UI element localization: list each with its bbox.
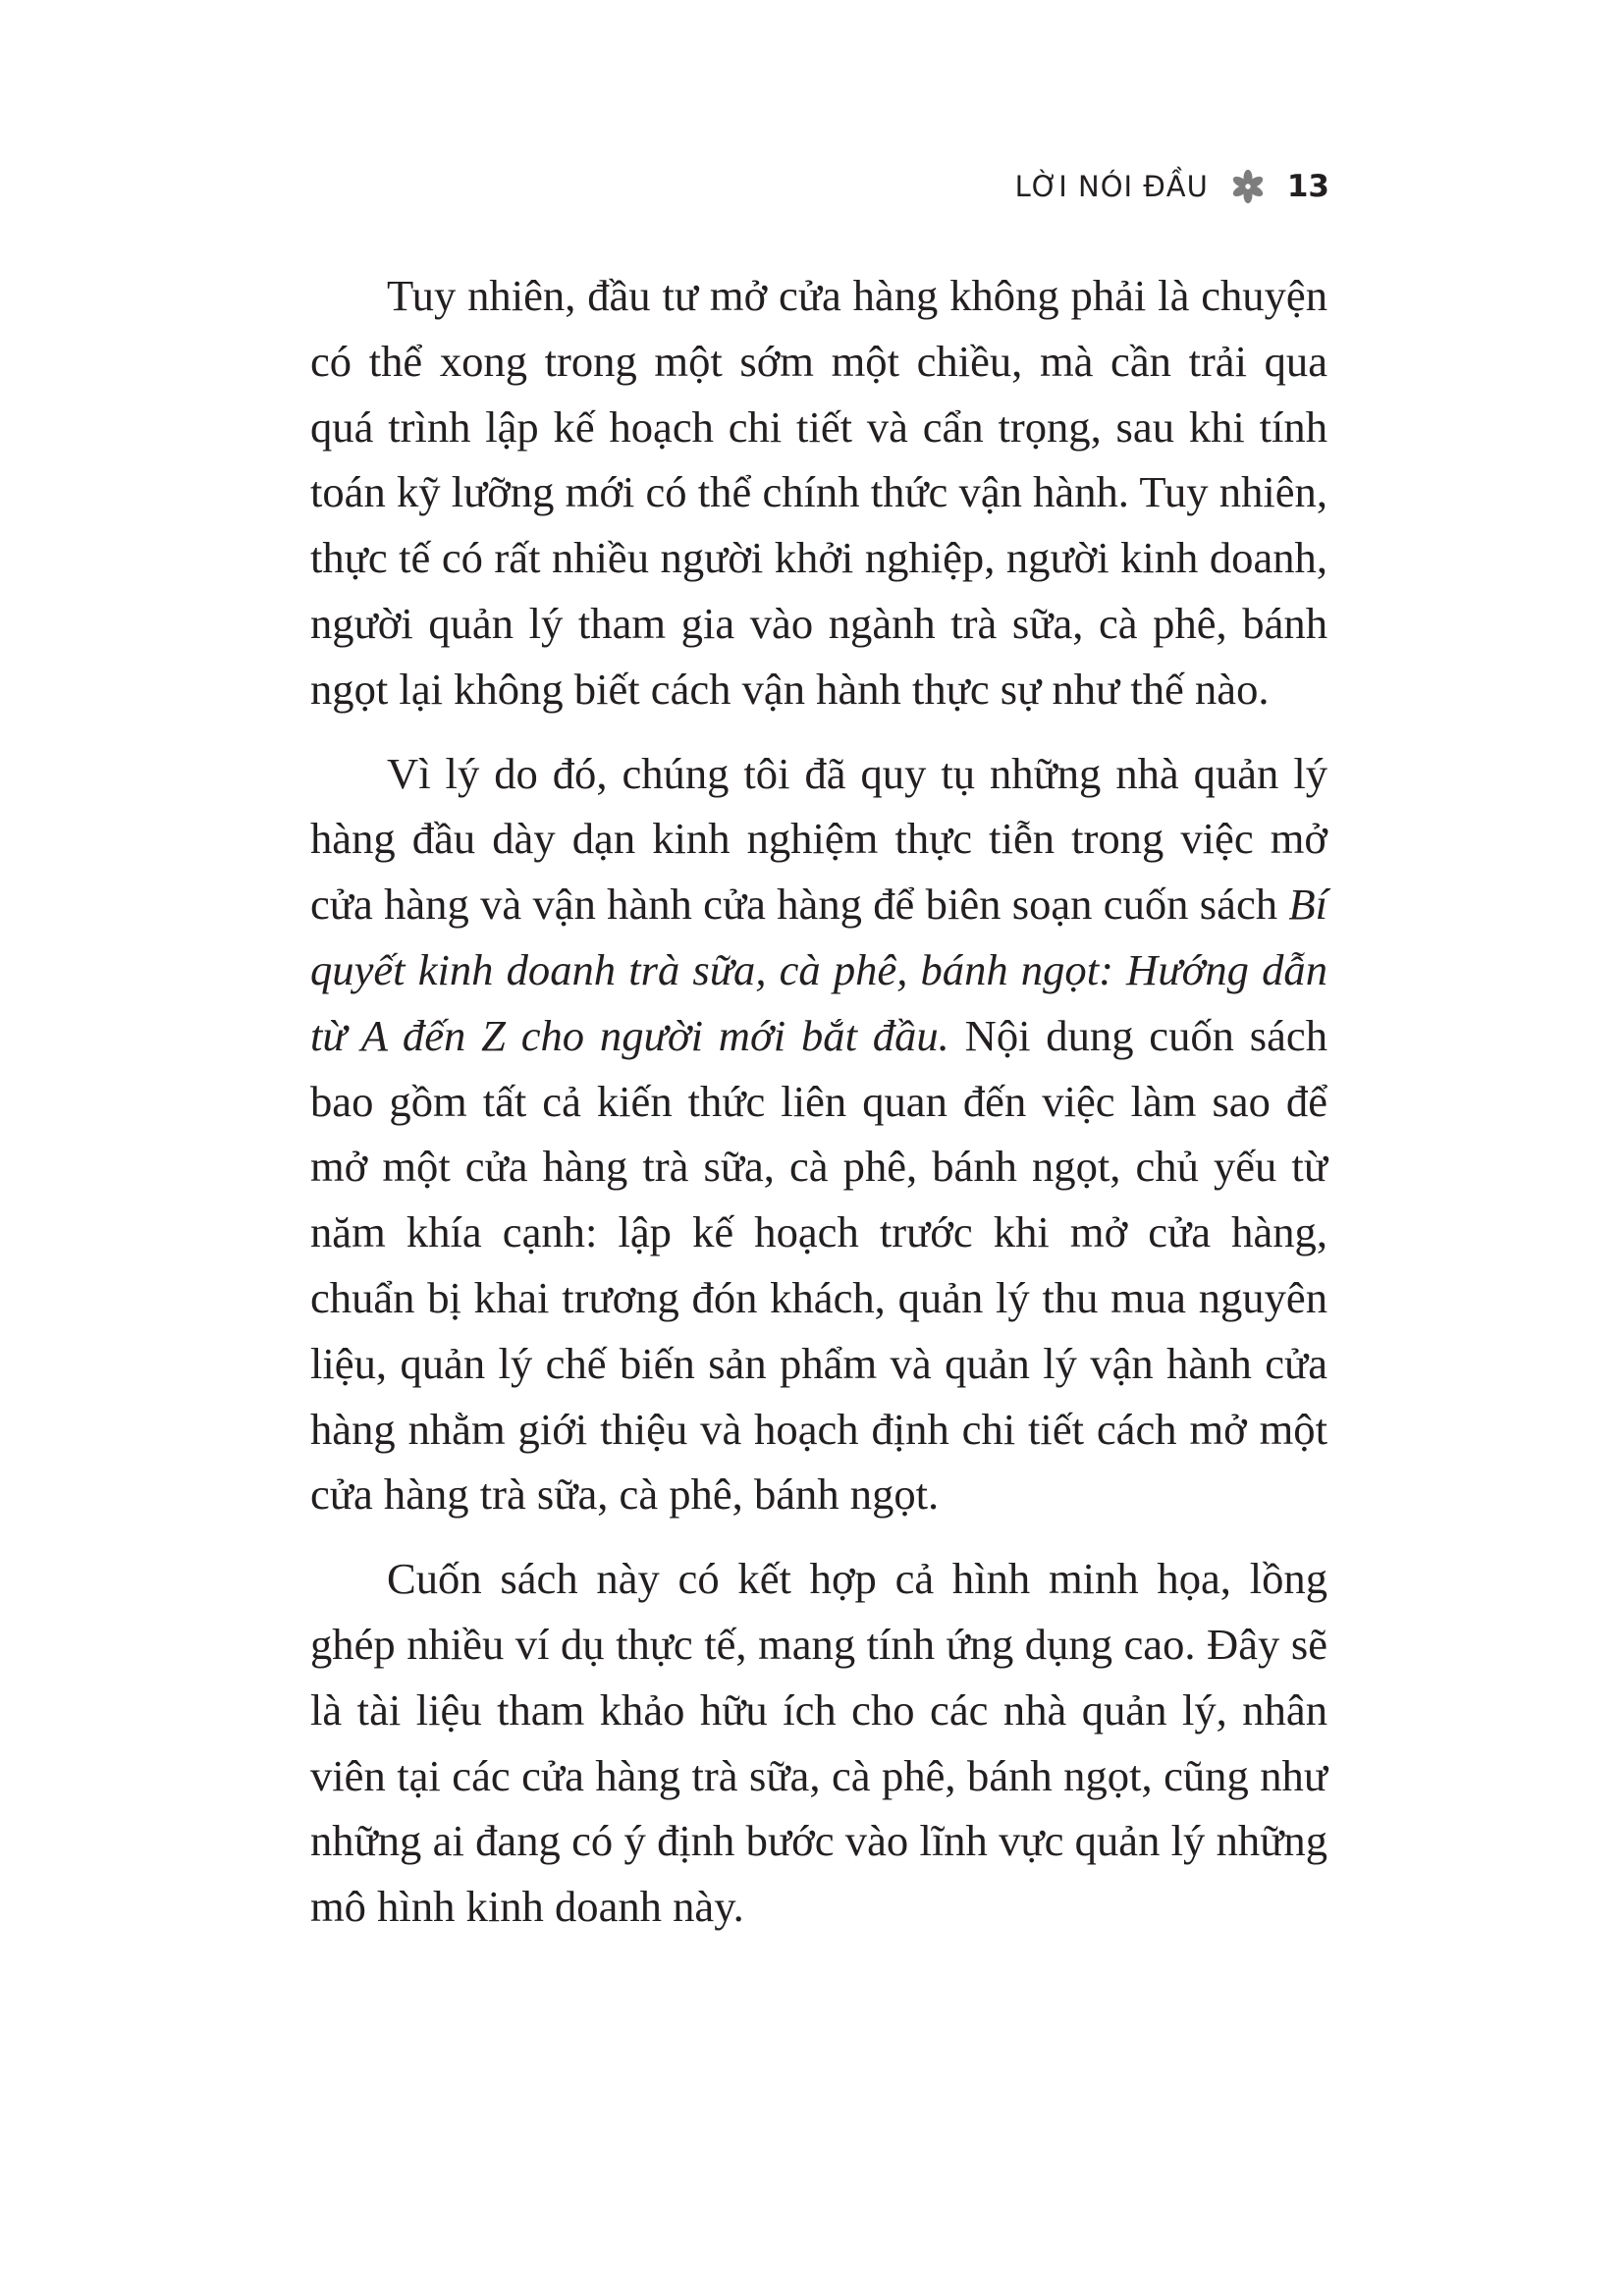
paragraph-1-text: Tuy nhiên, đầu tư mở cửa hàng không phải là chuyện có thể xong trong một sớm một chiều, mà cần trải qua quá trình lập kế hoạch chi tiết và cẩn trọng, sau khi tính toán kỹ lưỡng mới có thể chính thức vận hành. Tuy nhiên, thực tế có rất nhiều người khởi nghiệp, người kinh doanh, người quản lý tham gia vào ngành trà sữa, cà phê, bánh ngọt lại không biết cách vận hành thực sự như thế nào.: [310, 271, 1327, 714]
paragraph-2-text-after: Nội dung cuốn sách bao gồm tất cả kiến thức liên quan đến việc làm sao để mở một cửa hàng trà sữa, cà phê, bánh ngọt, chủ yếu từ năm khía cạnh: lập kế hoạch trước khi mở cửa hàng, chuẩn bị khai trương đón khách, quản lý thu mua nguyên liệu, quản lý chế biến sản phẩm và quản lý vận hành cửa hàng nhằm giới thiệu và hoạch định chi tiết cách mở một cửa hàng trà sữa, cà phê, bánh ngọt.: [310, 1010, 1327, 1520]
paragraph-1: [310, 263, 1327, 722]
paragraph-3: [310, 1546, 1327, 1940]
body-text: [310, 263, 1327, 1958]
book-title: Bí quyết kinh doanh trà sữa, cà phê, bánh ngọt: Hướng dẫn từ A đến Z cho người mới bắt đầu.: [310, 880, 1327, 1060]
asterisk-flower-icon: [1230, 169, 1266, 204]
page-number: 13: [1286, 169, 1329, 204]
running-title: LỜI NÓI ĐẦU: [1014, 170, 1209, 203]
running-header: [1015, 169, 1329, 204]
paragraph-2: [310, 741, 1327, 1528]
paragraph-3-text: Cuốn sách này có kết hợp cả hình minh họa, lồng ghép nhiều ví dụ thực tế, mang tính ứng dụng cao. Đây sẽ là tài liệu tham khảo hữu ích cho các nhà quản lý, nhân viên tại các cửa hàng trà sữa, cà phê, bánh ngọt, cũng như những ai đang có ý định bước vào lĩnh vực quản lý những mô hình kinh doanh này.: [310, 1554, 1327, 1932]
paragraph-2-text-before: Vì lý do đó, chúng tôi đã quy tụ những nhà quản lý hàng đầu dày dạn kinh nghiệm thực tiễn trong việc mở cửa hàng và vận hành cửa hàng để biên soạn cuốn sách: [310, 748, 1327, 930]
